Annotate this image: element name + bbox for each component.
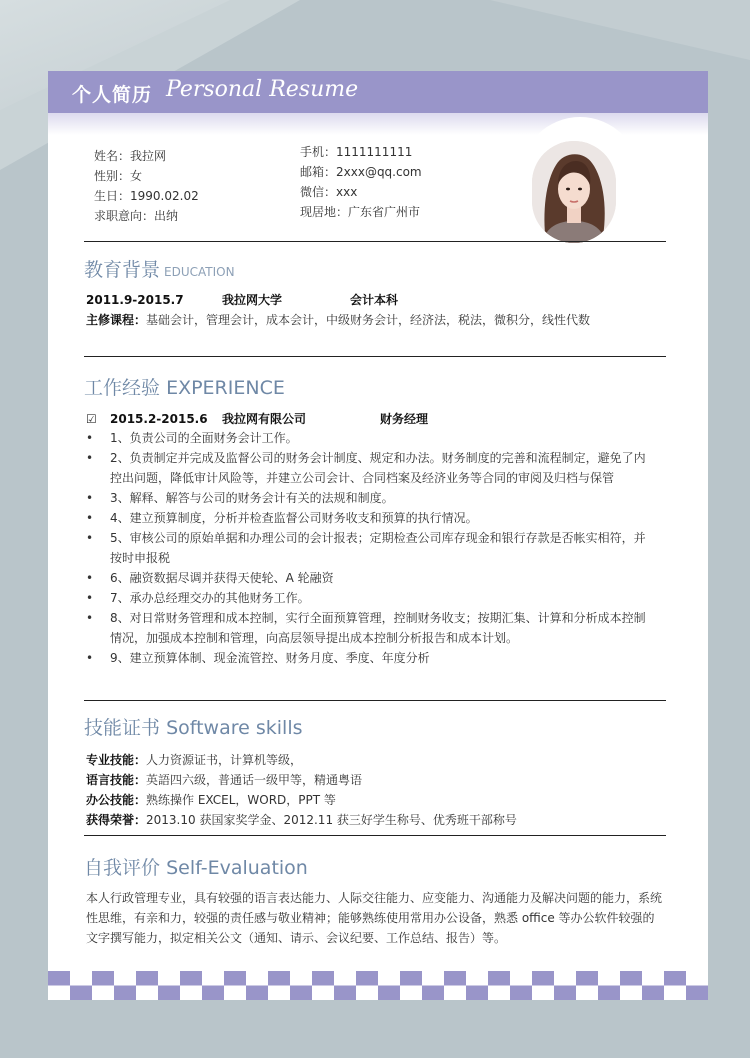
skill-value: 熟练操作 EXCEL，WORD，PPT 等 bbox=[146, 793, 336, 807]
experience-company: 我拉网有限公司 bbox=[222, 412, 307, 426]
courses-label: 主修课程： bbox=[86, 313, 147, 327]
skill-label: 获得荣誉： bbox=[86, 813, 147, 827]
skill-row bbox=[86, 791, 336, 808]
duty-text: 9、建立预算体制、现金流管控、财务月度、季度、年度分析 bbox=[110, 651, 430, 665]
skill-value: 人力资源证书，计算机等级， bbox=[146, 753, 303, 767]
bullet-icon: • bbox=[86, 591, 94, 605]
checker-square bbox=[356, 971, 378, 986]
divider bbox=[84, 356, 666, 357]
skill-row bbox=[86, 811, 517, 828]
skills-section-title bbox=[84, 713, 303, 740]
list-item bbox=[86, 508, 646, 528]
checker-square bbox=[136, 971, 158, 986]
self-eval-section-title bbox=[84, 853, 308, 880]
checker-square bbox=[466, 986, 488, 1001]
bullet-icon: • bbox=[86, 491, 94, 505]
skill-label: 专业技能： bbox=[86, 753, 147, 767]
resume-header bbox=[48, 71, 708, 113]
checker-square bbox=[334, 986, 356, 1001]
education-school: 我拉网大学 bbox=[222, 293, 283, 307]
checker-square bbox=[642, 986, 664, 1001]
list-item bbox=[86, 528, 646, 568]
list-item bbox=[86, 648, 646, 668]
checker-square bbox=[246, 986, 268, 1001]
self-eval-title-cn: 自我评价 bbox=[84, 857, 161, 879]
education-section-title bbox=[84, 255, 235, 282]
checker-square bbox=[158, 986, 180, 1001]
divider bbox=[84, 241, 666, 242]
bullet-icon: • bbox=[86, 611, 94, 625]
duty-text: 1、负责公司的全面财务会计工作。 bbox=[110, 431, 298, 445]
checker-square bbox=[400, 971, 422, 986]
name-field: 姓名：我拉网 bbox=[94, 149, 167, 163]
duty-text: 3、解释、解答与公司的财务会计有关的法规和制度。 bbox=[110, 491, 394, 505]
email-field: 邮箱：2xxx@qq.com bbox=[300, 165, 422, 179]
experience-entry bbox=[86, 410, 428, 427]
education-title-cn: 教育背景 bbox=[84, 259, 161, 281]
checker-square bbox=[224, 971, 246, 986]
checker-square bbox=[70, 986, 92, 1001]
checker-pattern bbox=[48, 971, 708, 1000]
background-shape bbox=[490, 0, 750, 60]
basic-info-right bbox=[300, 142, 422, 222]
resume-page bbox=[48, 71, 708, 1000]
duty-text: 2、负责制定并完成及监督公司的财务会计制度、规定和办法。财务制度的完善和流程制定，避免了内控出问题，降低审计风险等，并建立公司会计、合同档案及经济业务等合同的审阅及归档与保管 bbox=[110, 451, 646, 485]
checker-square bbox=[422, 986, 444, 1001]
bullet-icon: • bbox=[86, 531, 94, 545]
bullet-icon: • bbox=[86, 651, 94, 665]
birth-field: 生日：1990.02.02 bbox=[94, 189, 199, 203]
checker-square bbox=[378, 986, 400, 1001]
checker-square bbox=[620, 971, 642, 986]
checker-square bbox=[532, 971, 554, 986]
resume-title-cn: 个人简历 bbox=[72, 84, 153, 106]
list-item bbox=[86, 608, 646, 648]
list-item bbox=[86, 448, 646, 488]
experience-title-cn: 工作经验 bbox=[84, 377, 161, 399]
checker-square bbox=[114, 986, 136, 1001]
education-period: 2011.9-2015.7 bbox=[86, 293, 184, 307]
checker-square bbox=[268, 971, 290, 986]
education-courses bbox=[86, 311, 590, 328]
checker-square bbox=[312, 971, 334, 986]
skill-row bbox=[86, 751, 302, 768]
checker-square bbox=[598, 986, 620, 1001]
education-entry bbox=[86, 291, 398, 308]
skill-value: 2013.10 获国家奖学金、2012.11 获三好学生称号、优秀班干部称号 bbox=[146, 813, 517, 827]
education-title-en: EDUCATION bbox=[164, 265, 235, 279]
list-item bbox=[86, 428, 646, 448]
education-degree: 会计本科 bbox=[350, 293, 399, 307]
skill-row bbox=[86, 771, 362, 788]
bullet-icon: • bbox=[86, 571, 94, 585]
checker-square bbox=[488, 971, 510, 986]
portrait-illustration bbox=[532, 141, 616, 243]
basic-info-left bbox=[94, 146, 199, 226]
experience-section-title bbox=[84, 373, 285, 400]
skills-title-cn: 技能证书 bbox=[84, 717, 161, 739]
experience-title-en: EXPERIENCE bbox=[166, 377, 285, 399]
gender-field: 性别：女 bbox=[94, 169, 143, 183]
skill-value: 英語四六级，普通话一级甲等，精通粤语 bbox=[146, 773, 363, 787]
bullet-icon: • bbox=[86, 431, 94, 445]
checker-square bbox=[554, 986, 576, 1001]
residence-field: 现居地：广东省广州市 bbox=[300, 205, 421, 219]
courses-value: 基础会计，管理会计，成本会计，中级财务会计，经济法，税法，微积分，线性代数 bbox=[146, 313, 591, 327]
checker-square bbox=[664, 971, 686, 986]
duty-text: 8、对日常财务管理和成本控制，实行全面预算管理，控制财务收支；按期汇集、计算和分析成本控制情况，加强成本控制和管理，向高层领导提出成本控制分析报告和成本计划。 bbox=[110, 611, 646, 645]
avatar-photo bbox=[532, 141, 616, 243]
duty-text: 4、建立预算制度，分析并检查监督公司财务收支和预算的执行情况。 bbox=[110, 511, 478, 525]
experience-position: 财务经理 bbox=[380, 412, 429, 426]
checker-square bbox=[576, 971, 598, 986]
duty-text: 5、审核公司的原始单据和办理公司的会计报表；定期检查公司库存现金和银行存款是否帐实相符，并按时申报税 bbox=[110, 531, 646, 565]
checker-square bbox=[444, 971, 466, 986]
divider bbox=[84, 700, 666, 701]
list-item bbox=[86, 588, 646, 608]
skill-label: 语言技能： bbox=[86, 773, 147, 787]
experience-period: 2015.2-2015.6 bbox=[110, 412, 208, 426]
wechat-field: 微信：xxx bbox=[300, 185, 358, 199]
checker-square bbox=[48, 971, 70, 986]
checker-square bbox=[180, 971, 202, 986]
divider bbox=[84, 835, 666, 836]
list-item bbox=[86, 568, 646, 588]
checker-square bbox=[202, 986, 224, 1001]
self-eval-title-en: Self-Evaluation bbox=[166, 857, 308, 879]
checker-square bbox=[92, 971, 114, 986]
checker-square bbox=[510, 986, 532, 1001]
checker-square bbox=[686, 986, 708, 1001]
duty-text: 6、融资数据尽调并获得天使轮、A 轮融资 bbox=[110, 571, 334, 585]
self-eval-text: 本人行政管理专业，具有较强的语言表达能力、人际交往能力、应变能力、沟通能力及解决问题的能力，系统性思维，有亲和力，较强的责任感与敬业精神；能够熟练使用常用办公设备，熟悉 office 等办公软件较强的文字撰写能力，拟定相关公文（通知、请示、会议纪要、工作总结、报告）等。 bbox=[86, 891, 663, 945]
checker-square bbox=[290, 986, 312, 1001]
resume-title-en: Personal Resume bbox=[166, 77, 359, 102]
checkbox-icon: ☑ bbox=[86, 412, 97, 426]
list-item bbox=[86, 488, 646, 508]
bullet-icon: • bbox=[86, 451, 94, 465]
intent-field: 求职意向：出纳 bbox=[94, 209, 179, 223]
bullet-icon: • bbox=[86, 511, 94, 525]
phone-field: 手机：1111111111 bbox=[300, 145, 413, 159]
duty-text: 7、承办总经理交办的其他财务工作。 bbox=[110, 591, 310, 605]
skills-title-en: Software skills bbox=[166, 717, 303, 739]
skill-label: 办公技能： bbox=[86, 793, 147, 807]
